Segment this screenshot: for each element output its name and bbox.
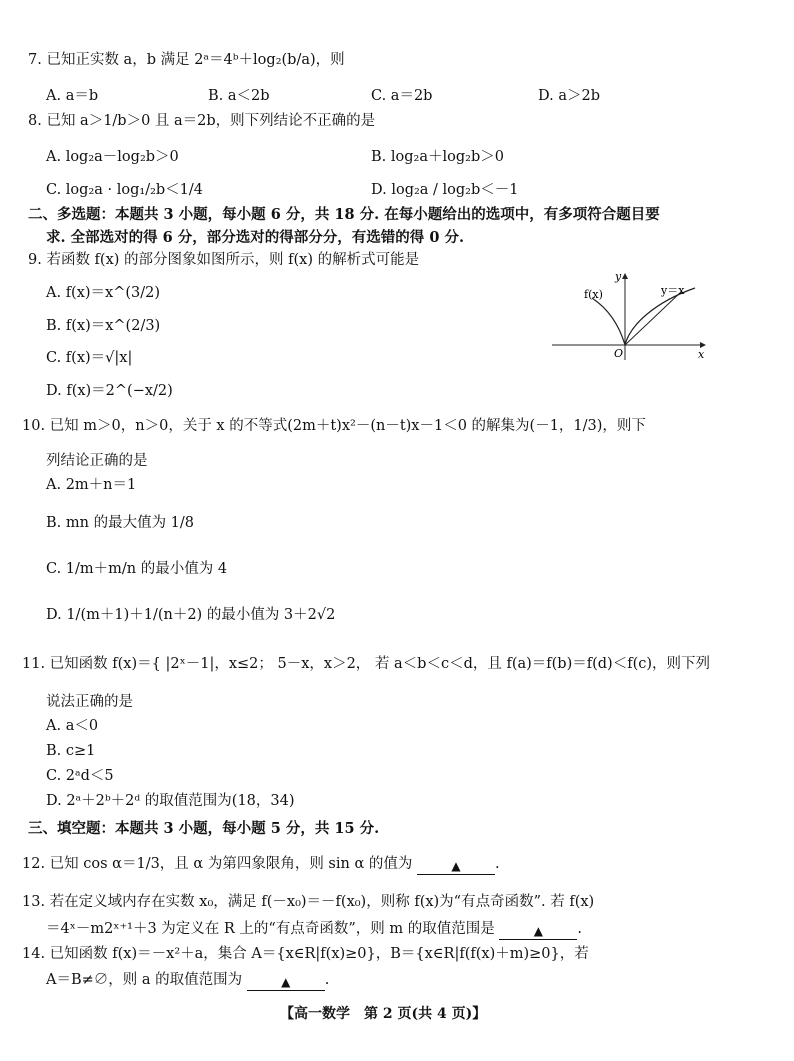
q9-option-c: C. f(x)＝√|x|	[46, 350, 133, 366]
q11-option-a: A. a＜0	[46, 718, 99, 734]
q8-option-b: B. log₂a＋log₂b＞0	[371, 149, 504, 165]
q7-options	[0, 84, 794, 106]
blank-marker-icon: ▲	[451, 859, 461, 873]
q11-option-b: B. c≥1	[46, 743, 96, 759]
q14-answer-blank	[247, 974, 325, 991]
q9-option-d: D. f(x)＝2^(−x/2)	[46, 383, 173, 399]
q11-option-c: C. 2ᵃd＜5	[46, 768, 114, 784]
section3-heading: 三、填空题：本题共 3 小题，每小题 5 分，共 15 分.	[28, 820, 380, 837]
q10-stem-line1: 10. 已知 m＞0，n＞0，关于 x 的不等式(2m＋t)x²－(n－t)x－1＜0 的解集为(－1，1/3)，则下	[22, 418, 646, 434]
q8-option-a: A. log₂a－log₂b＞0	[46, 149, 179, 165]
q13-line2	[46, 921, 582, 940]
q9-stem: 9. 若函数 f(x) 的部分图象如图所示，则 f(x) 的解析式可能是	[28, 252, 420, 268]
q14-line2	[46, 972, 329, 991]
q12-answer-blank	[417, 858, 495, 875]
q8-option-d: D. log₂a / log₂b＜－1	[371, 182, 519, 198]
section2-heading-line1: 二、多选题：本题共 3 小题，每小题 6 分，共 18 分. 在每小题给出的选项中，有多项符合题目要	[28, 206, 660, 223]
q7-option-a: A. a＝b	[46, 88, 99, 104]
q11-stem-line1: 11. 已知函数 f(x)＝{ |2ˣ－1|，x≤2； 5－x，x＞2， 若 a＜b＜c＜d，且 f(a)＝f(b)＝f(d)＜f(c)，则下列	[22, 656, 711, 672]
y-axis-arrow	[622, 273, 628, 279]
q13-answer-blank	[499, 923, 577, 940]
line-label: y＝x	[661, 284, 685, 297]
q12-text: 12. 已知 cos α＝1/3，且 α 为第四象限角，则 sin α 的值为	[22, 856, 413, 872]
q13-period: .	[577, 921, 582, 937]
curve-label: f(x)	[584, 288, 603, 301]
q9-option-a: A. f(x)＝x^(3/2)	[46, 285, 161, 301]
q10-option-a: A. 2m＋n＝1	[46, 477, 137, 493]
q14-line1: 14. 已知函数 f(x)＝－x²＋a，集合 A＝{x∈R|f(x)≥0}，B＝{x∈R|f(f(x)＋m)≥0}，若	[22, 946, 589, 962]
q14-text: A＝B≠∅，则 a 的取值范围为	[46, 972, 243, 988]
line-y-equals-x	[625, 291, 682, 345]
page-footer: 【高一数学 第 2 页(共 4 页)】	[280, 1006, 487, 1022]
q10-option-c: C. 1/m＋m/n 的最小值为 4	[46, 561, 228, 577]
q12-line	[22, 856, 500, 875]
q13-text: ＝4ˣ－m2ˣ⁺¹＋3 为定义在 R 上的“有点奇函数”，则 m 的取值范围是	[46, 921, 495, 937]
q8-options-row1	[0, 145, 794, 167]
q11-stem-line2: 说法正确的是	[46, 694, 133, 710]
q9-function-graph	[550, 270, 710, 365]
q8-stem: 8. 已知 a＞1/b＞0 且 a＝2b，则下列结论不正确的是	[28, 113, 376, 129]
q8-option-c: C. log₂a · log₁/₂b＜1/4	[46, 182, 204, 198]
q13-line1: 13. 若在定义域内存在实数 x₀，满足 f(－x₀)＝－f(x₀)，则称 f(x)为“有点奇函数”. 若 f(x)	[22, 894, 595, 910]
q7-option-b: B. a＜2b	[208, 88, 270, 104]
y-axis-label: y	[615, 270, 622, 283]
origin-label: O	[614, 347, 624, 360]
q12-period: .	[494, 856, 500, 872]
x-axis-label: x	[698, 348, 705, 361]
q7-option-c: C. a＝2b	[371, 88, 433, 104]
q10-option-d: D. 1/(m＋1)＋1/(n＋2) 的最小值为 3＋2√2	[46, 607, 336, 623]
section2-heading-line2: 求. 全部选对的得 6 分，部分选对的得部分分，有选错的得 0 分.	[46, 229, 465, 246]
q8-options-row2	[0, 178, 794, 200]
q10-stem-line2: 列结论正确的是	[46, 453, 148, 469]
q7-stem: 7. 已知正实数 a，b 满足 2ᵃ＝4ᵇ＋log₂(b/a)，则	[28, 52, 345, 68]
q10-option-b: B. mn 的最大值为 1/8	[46, 515, 195, 531]
blank-marker-icon: ▲	[281, 975, 291, 989]
q9-option-b: B. f(x)＝x^(2/3)	[46, 318, 161, 334]
q7-option-d: D. a＞2b	[538, 88, 600, 104]
blank-marker-icon: ▲	[533, 924, 543, 938]
q11-option-d: D. 2ᵃ＋2ᵇ＋2ᵈ 的取值范围为(18，34)	[46, 793, 295, 809]
q14-period: .	[324, 972, 330, 988]
